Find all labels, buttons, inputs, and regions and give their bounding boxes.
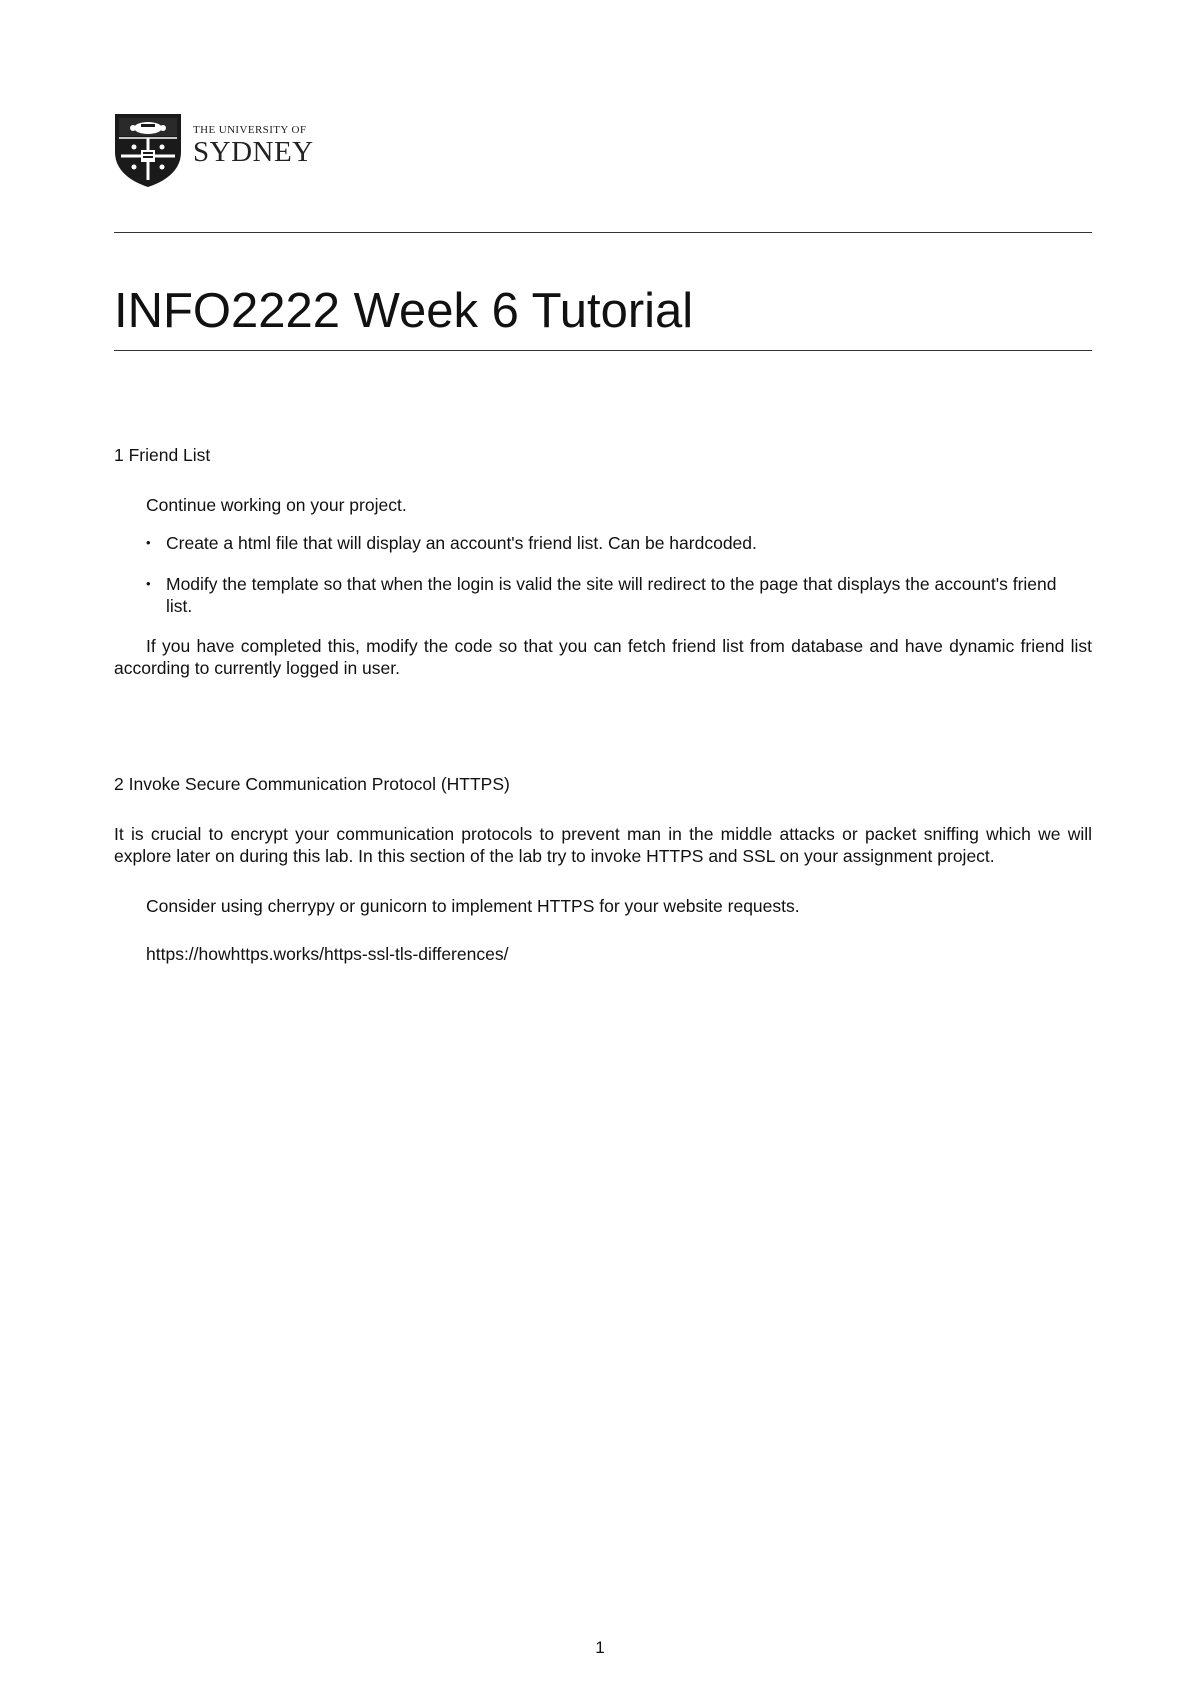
bullet-item: • Modify the template so that when the login is valid the site will redirect to the page that displays the account's friend list.	[166, 573, 1092, 617]
section-2-heading: 2 Invoke Secure Communication Protocol (HTTPS)	[114, 774, 510, 794]
logo-wordmark	[193, 124, 314, 167]
section-1-heading: 1 Friend List	[114, 445, 211, 465]
section-2-consider: Consider using cherrypy or gunicorn to implement HTTPS for your website requests.	[146, 896, 800, 916]
section-https	[114, 773, 1092, 965]
bullet-item: • Create a html file that will display an account's friend list. Can be hardcoded.	[166, 532, 1092, 554]
logo-small-text: THE UNIVERSITY OF	[193, 124, 307, 136]
https-reference-link[interactable]: https://howhttps.works/https-ssl-tls-differences/	[146, 944, 509, 964]
document-title: INFO2222 Week 6 Tutorial	[114, 284, 694, 338]
logo-big-text: SYDNEY	[193, 136, 314, 168]
section-2-body: It is crucial to encrypt your communication protocols to prevent man in the middle attacks or packet sniffing which we will explore later on during this lab. In this section of the lab try to invoke HTTPS and SSL on your assignment project.	[114, 824, 1092, 866]
section-friend-list	[114, 444, 1092, 679]
section-1-extension: If you have completed this, modify the code so that you can fetch friend list from database and have dynamic friend list according to currently logged in user.	[114, 636, 1092, 678]
section-1-intro: Continue working on your project.	[146, 495, 407, 515]
page-number: 1	[595, 1638, 605, 1657]
document-body	[114, 444, 1092, 965]
title-top-rule	[114, 232, 1092, 233]
crest-icon	[113, 112, 183, 188]
university-logo	[113, 112, 333, 188]
section-2-link-wrap	[114, 943, 1092, 965]
section-1-bullet-list	[114, 532, 1092, 617]
title-bottom-rule	[114, 350, 1092, 351]
